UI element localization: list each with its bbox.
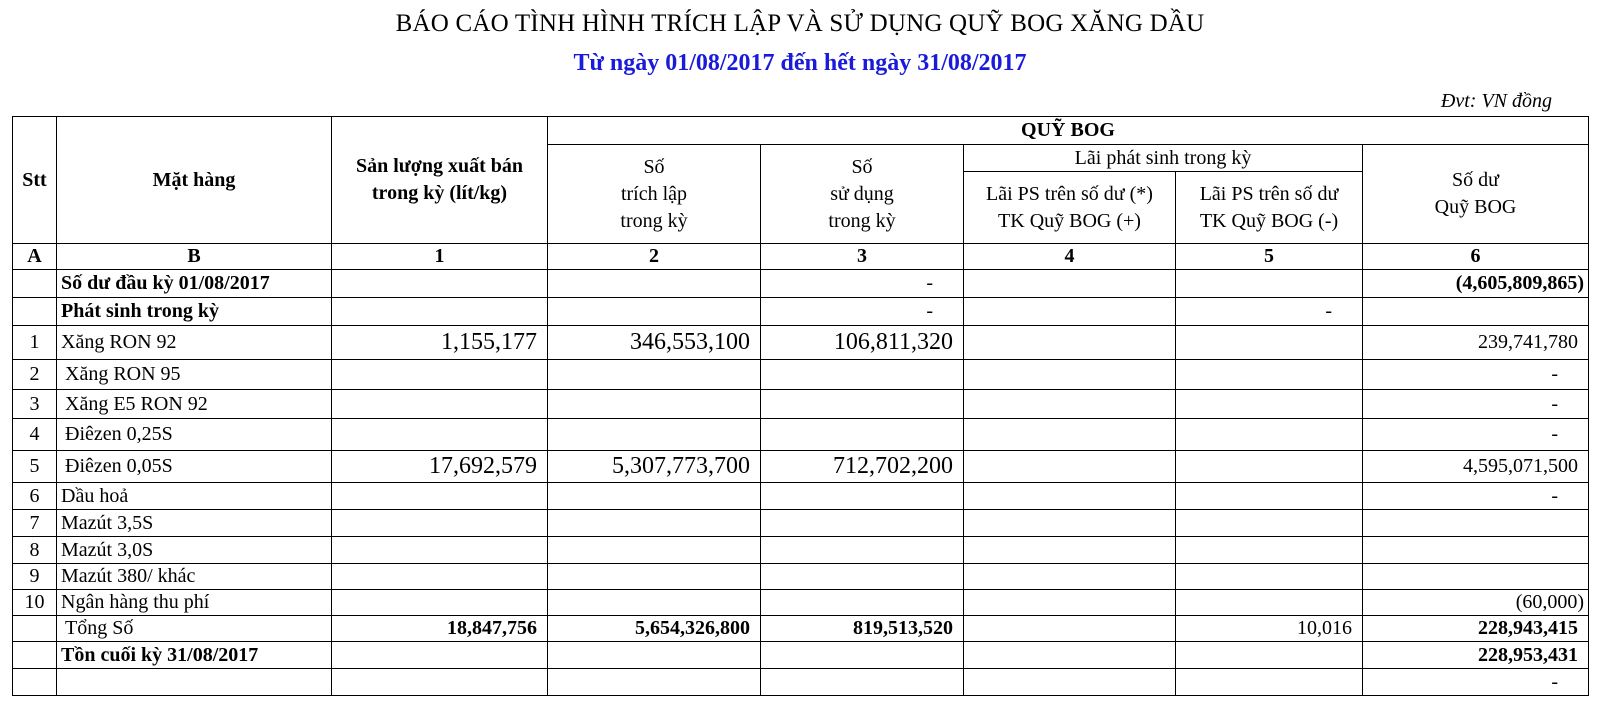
cell-interest-pos — [964, 326, 1176, 360]
cell-interest-pos — [964, 390, 1176, 419]
cell-interest-pos — [964, 419, 1176, 451]
cell-balance: 4,595,071,500 — [1363, 451, 1589, 483]
cell-interest-neg — [1176, 451, 1363, 483]
cell-volume: 17,692,579 — [332, 451, 548, 483]
cell-used — [761, 510, 964, 537]
cell-allocated — [548, 669, 761, 696]
cell-name: Số dư đầu kỳ 01/08/2017 — [57, 270, 332, 298]
cell-name: Xăng RON 95 — [57, 360, 332, 390]
cell-interest-neg — [1176, 590, 1363, 616]
cell-allocated: 5,307,773,700 — [548, 451, 761, 483]
cell-used — [761, 537, 964, 564]
header-interest-negative-line1: Lãi PS trên số dư — [1199, 182, 1339, 205]
cell-stt: 4 — [13, 419, 57, 451]
header-interest-positive — [964, 172, 1176, 244]
cell-interest-pos — [964, 590, 1176, 616]
bog-fund-table — [12, 116, 1589, 696]
cell-allocated — [548, 590, 761, 616]
col-index-5: 5 — [1176, 244, 1363, 270]
cell-name: Điêzen 0,05S — [57, 451, 332, 483]
row-mazut-380 — [13, 564, 1589, 590]
header-stt: Stt — [13, 117, 57, 244]
cell-balance — [1363, 564, 1589, 590]
header-allocated-line2: trích lập — [620, 182, 688, 205]
header-balance-line2: Quỹ BOG — [1434, 196, 1517, 218]
cell-name: Tổng Số — [57, 616, 332, 642]
row-diesen-025s — [13, 419, 1589, 451]
row-ron92 — [13, 326, 1589, 360]
cell-volume — [332, 669, 548, 696]
row-closing-balance — [13, 642, 1589, 669]
cell-interest-neg: 10,016 — [1176, 616, 1363, 642]
cell-stt: 3 — [13, 390, 57, 419]
cell-stt: 7 — [13, 510, 57, 537]
cell-interest-neg — [1176, 360, 1363, 390]
cell-name: Mazút 380/ khác — [57, 564, 332, 590]
cell-name: Ngân hàng thu phí — [57, 590, 332, 616]
row-blank — [13, 669, 1589, 696]
cell-stt: 1 — [13, 326, 57, 360]
header-sales-volume-line2: trong kỳ (lít/kg) — [371, 182, 508, 204]
report-period: Từ ngày 01/08/2017 đến hết ngày 31/08/2017 — [573, 50, 1027, 76]
header-interest: Lãi phát sinh trong kỳ — [964, 145, 1363, 172]
cell-allocated — [548, 360, 761, 390]
cell-interest-neg — [1176, 669, 1363, 696]
cell-interest-pos — [964, 360, 1176, 390]
cell-volume — [332, 564, 548, 590]
row-arising — [13, 298, 1589, 326]
cell-allocated — [548, 298, 761, 326]
cell-allocated — [548, 510, 761, 537]
header-interest-positive-line1: Lãi PS trên số dư (*) — [986, 182, 1153, 205]
cell-stt: 2 — [13, 360, 57, 390]
row-mazut-30s — [13, 537, 1589, 564]
header-bog-fund: QUỸ BOG — [548, 117, 1589, 145]
row-e5-ron92 — [13, 390, 1589, 419]
cell-balance: 239,741,780 — [1363, 326, 1589, 360]
report-title: BÁO CÁO TÌNH HÌNH TRÍCH LẬP VÀ SỬ DỤNG QUỸ BOG XĂNG DẦU — [395, 10, 1205, 37]
cell-used: 819,513,520 — [761, 616, 964, 642]
row-mazut-35s — [13, 510, 1589, 537]
cell-interest-neg — [1176, 326, 1363, 360]
cell-volume — [332, 510, 548, 537]
cell-interest-pos — [964, 564, 1176, 590]
col-index-4: 4 — [964, 244, 1176, 270]
cell-name — [57, 669, 332, 696]
cell-name: Xăng RON 92 — [57, 326, 332, 360]
header-used-line1: Số — [851, 155, 873, 178]
cell-interest-neg — [1176, 270, 1363, 298]
cell-balance: (4,605,809,865) — [1363, 270, 1589, 298]
header-used-line3: trong kỳ — [828, 209, 896, 232]
cell-stt: 6 — [13, 483, 57, 510]
cell-stt: 10 — [13, 590, 57, 616]
cell-allocated — [548, 483, 761, 510]
header-used-line2: sử dụng — [830, 182, 894, 205]
header-interest-negative — [1176, 172, 1363, 244]
col-index-a: A — [13, 244, 57, 270]
cell-volume — [332, 419, 548, 451]
cell-volume: 18,847,756 — [332, 616, 548, 642]
cell-balance: - — [1363, 483, 1589, 510]
cell-interest-pos — [964, 270, 1176, 298]
cell-volume — [332, 360, 548, 390]
cell-used: 106,811,320 — [761, 326, 964, 360]
cell-used — [761, 564, 964, 590]
cell-interest-neg: - — [1176, 298, 1363, 326]
cell-balance — [1363, 510, 1589, 537]
header-interest-negative-line2: TK Quỹ BOG (-) — [1199, 209, 1339, 232]
cell-balance — [1363, 537, 1589, 564]
col-index-2: 2 — [548, 244, 761, 270]
cell-interest-neg — [1176, 419, 1363, 451]
cell-name: Mazút 3,5S — [57, 510, 332, 537]
header-balance-line1: Số dư — [1452, 169, 1499, 191]
header-product: Mặt hàng — [57, 117, 332, 244]
cell-allocated — [548, 390, 761, 419]
cell-name: Mazút 3,0S — [57, 537, 332, 564]
row-diesen-005s — [13, 451, 1589, 483]
cell-interest-neg — [1176, 483, 1363, 510]
cell-used — [761, 360, 964, 390]
cell-volume — [332, 483, 548, 510]
cell-balance — [1363, 298, 1589, 326]
cell-interest-neg — [1176, 390, 1363, 419]
cell-volume — [332, 298, 548, 326]
header-balance — [1363, 145, 1589, 244]
cell-stt — [13, 270, 57, 298]
cell-used — [761, 642, 964, 669]
col-index-b: B — [57, 244, 332, 270]
cell-name: Tồn cuối kỳ 31/08/2017 — [57, 642, 332, 669]
cell-stt — [13, 642, 57, 669]
header-sales-volume-line1: Sản lượng xuất bán — [355, 155, 524, 177]
cell-interest-neg — [1176, 510, 1363, 537]
cell-volume — [332, 390, 548, 419]
cell-stt — [13, 298, 57, 326]
cell-interest-pos — [964, 537, 1176, 564]
cell-interest-pos — [964, 669, 1176, 696]
cell-interest-neg — [1176, 642, 1363, 669]
header-used — [761, 145, 964, 244]
header-allocated — [548, 145, 761, 244]
cell-balance: - — [1363, 360, 1589, 390]
cell-interest-neg — [1176, 564, 1363, 590]
cell-balance: 228,943,415 — [1363, 616, 1589, 642]
row-opening-balance — [13, 270, 1589, 298]
cell-allocated — [548, 419, 761, 451]
cell-volume: 1,155,177 — [332, 326, 548, 360]
cell-interest-pos — [964, 451, 1176, 483]
row-total — [13, 616, 1589, 642]
cell-balance: - — [1363, 419, 1589, 451]
cell-balance: (60,000) — [1363, 590, 1589, 616]
cell-interest-pos — [964, 510, 1176, 537]
cell-volume — [332, 642, 548, 669]
cell-stt: 8 — [13, 537, 57, 564]
cell-volume — [332, 537, 548, 564]
cell-used — [761, 590, 964, 616]
cell-name: Điêzen 0,25S — [57, 419, 332, 451]
cell-allocated: 346,553,100 — [548, 326, 761, 360]
cell-stt: 9 — [13, 564, 57, 590]
cell-used: - — [761, 298, 964, 326]
cell-allocated — [548, 270, 761, 298]
cell-interest-pos — [964, 483, 1176, 510]
cell-name: Phát sinh trong kỳ — [57, 298, 332, 326]
cell-allocated — [548, 642, 761, 669]
cell-allocated — [548, 564, 761, 590]
cell-used — [761, 483, 964, 510]
header-sales-volume — [332, 117, 548, 244]
cell-used: 712,702,200 — [761, 451, 964, 483]
cell-used: - — [761, 270, 964, 298]
cell-balance: - — [1363, 669, 1589, 696]
cell-interest-pos — [964, 616, 1176, 642]
cell-interest-pos — [964, 642, 1176, 669]
header-interest-positive-line2: TK Quỹ BOG (+) — [998, 209, 1141, 232]
col-index-6: 6 — [1363, 244, 1589, 270]
col-index-1: 1 — [332, 244, 548, 270]
cell-stt — [13, 616, 57, 642]
cell-stt: 5 — [13, 451, 57, 483]
cell-balance: 228,953,431 — [1363, 642, 1589, 669]
cell-used — [761, 390, 964, 419]
row-bank-fee — [13, 590, 1589, 616]
header-allocated-line1: Số — [643, 155, 665, 178]
currency-unit: Đvt: VN đồng — [1440, 90, 1552, 112]
cell-used — [761, 419, 964, 451]
cell-interest-neg — [1176, 537, 1363, 564]
cell-used — [761, 669, 964, 696]
cell-volume — [332, 270, 548, 298]
cell-allocated — [548, 537, 761, 564]
cell-balance: - — [1363, 390, 1589, 419]
cell-name: Xăng E5 RON 92 — [57, 390, 332, 419]
cell-stt — [13, 669, 57, 696]
cell-name: Dầu hoả — [57, 483, 332, 510]
cell-interest-pos — [964, 298, 1176, 326]
col-index-3: 3 — [761, 244, 964, 270]
row-ron95 — [13, 360, 1589, 390]
cell-volume — [332, 590, 548, 616]
row-kerosene — [13, 483, 1589, 510]
cell-allocated: 5,654,326,800 — [548, 616, 761, 642]
header-allocated-line3: trong kỳ — [620, 209, 688, 232]
